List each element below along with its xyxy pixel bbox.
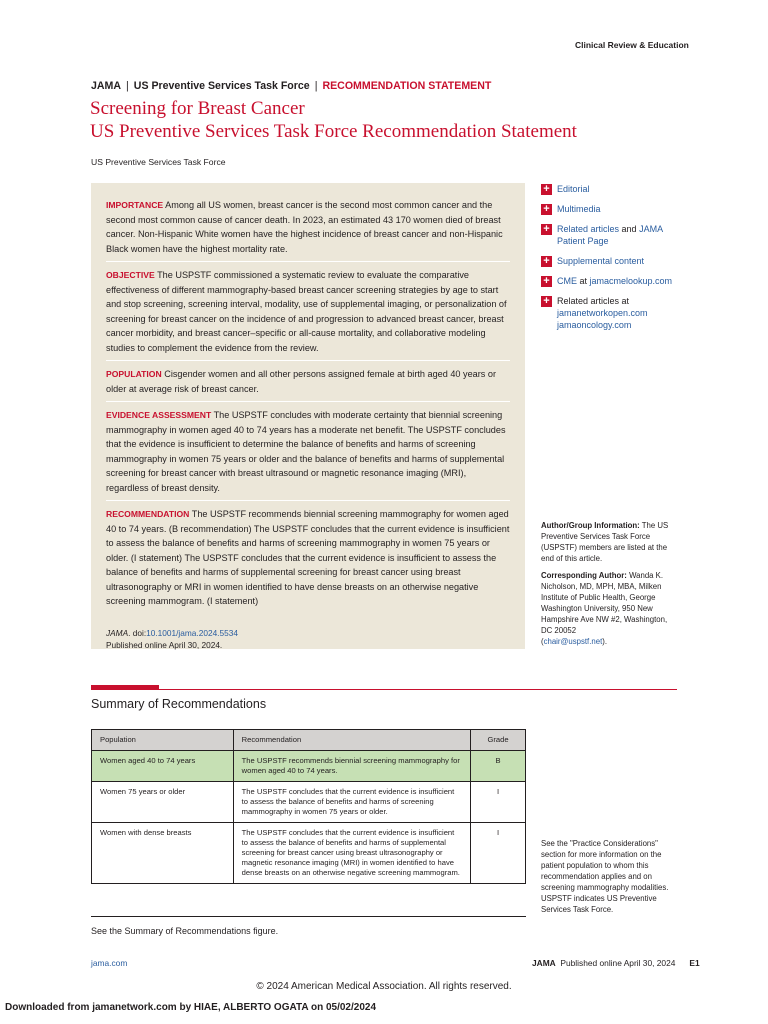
related-external <box>541 295 681 331</box>
article-title: Screening for Breast Cancer <box>90 98 305 119</box>
cite-doi-prefix: . doi: <box>128 627 147 638</box>
abstract-population <box>106 367 510 396</box>
related-articles[interactable] <box>541 223 681 247</box>
importance-label: IMPORTANCE <box>106 200 164 210</box>
abstract-objective <box>106 268 510 355</box>
email-close: ). <box>602 637 607 646</box>
related-multimedia[interactable] <box>541 203 681 215</box>
row-recommendation: The USPSTF concludes that the current evidence is insufficient to assess the balance of benefits and harms of screening mammography in women 75 years or older. <box>233 782 470 823</box>
copyright: © 2024 American Medical Association. All rights reserved. <box>256 981 512 992</box>
citation <box>106 627 510 651</box>
kicker-org: US Preventive Services Task Force <box>133 80 310 92</box>
row-population: Women 75 years or older <box>92 782 234 823</box>
plus-icon: + <box>541 204 552 215</box>
related-editorial[interactable] <box>541 183 681 195</box>
abstract-box <box>91 183 525 649</box>
related-at-text: Related articles at <box>557 296 630 306</box>
plus-icon: + <box>541 256 552 267</box>
row-recommendation: The USPSTF concludes that the current evidence is insufficient to assess the balance of benefits and harms of supplemental screening for breast cancer using breast ultrasonography or magnetic resonance imaging (MRI) in women identified to have dense breasts on an otherwise negative screening mammogram. <box>233 823 470 884</box>
article-kicker: JAMA | US Preventive Services Task Force | RECOMMENDATION STATEMENT <box>91 80 492 92</box>
table-header-row <box>92 730 526 751</box>
objective-text: The USPSTF commissioned a systematic review to evaluate the comparative effectiveness of different mammography-based breast cancer screening strategies by age to start and stop screening, screening interval, modality, use of supplemental imaging, or personalization of screening for breast cancer on the incidence of and progression to advanced breast cancer, breast cancer morbidity, and breast cancer–specific or all-cause mortality, and collaborative modeling studies to complement the evidence from the review. <box>106 270 507 353</box>
email-link[interactable]: chair@uspstf.net <box>543 637 603 646</box>
author-info-label: Author/Group Information: <box>541 521 640 530</box>
plus-icon: + <box>541 296 552 307</box>
plus-icon: + <box>541 276 552 287</box>
figure-note: See the Summary of Recommendations figure. <box>91 926 279 936</box>
related-links <box>541 183 681 339</box>
abstract-evidence <box>106 408 510 495</box>
cme-url-link[interactable]: jamacmelookup.com <box>589 276 673 286</box>
footer-info <box>532 958 700 968</box>
row-recommendation: The USPSTF recommends biennial screening mammography for women aged 40 to 74 years. <box>233 751 470 782</box>
author-info-text: The US Preventive Services Task Force (USPSTF) members are listed at the end of this article. <box>541 521 669 563</box>
jamanetworkopen-link[interactable]: jamanetworkopen.com <box>557 308 648 318</box>
plus-icon: + <box>541 184 552 195</box>
table-row <box>92 782 526 823</box>
article-subtitle: US Preventive Services Task Force Recommendation Statement <box>90 121 577 142</box>
col-recommendation: Recommendation <box>233 730 470 751</box>
article-authors: US Preventive Services Task Force <box>91 157 226 167</box>
jamaoncology-link[interactable]: jamaoncology.com <box>557 320 632 330</box>
corr-text: Wanda K. Nicholson, MD, MPH, MBA, Milken Institute of Public Health, George Washington University, 950 New Hampshire Ave NW #2, Washington, DC 20052 <box>541 571 668 635</box>
row-population: Women with dense breasts <box>92 823 234 884</box>
evidence-label: EVIDENCE ASSESSMENT <box>106 410 212 420</box>
email-open: ( <box>541 637 544 646</box>
kicker-type: RECOMMENDATION STATEMENT <box>322 80 492 92</box>
footer-page: E1 <box>689 958 700 968</box>
objective-label: OBJECTIVE <box>106 270 155 280</box>
related-cme[interactable] <box>541 275 681 287</box>
section-rule <box>91 689 677 690</box>
table-row <box>92 751 526 782</box>
multimedia-link[interactable]: Multimedia <box>557 204 601 214</box>
row-grade: B <box>471 751 526 782</box>
row-grade: I <box>471 823 526 884</box>
corr-label: Corresponding Author: <box>541 571 627 580</box>
table-bottom-rule <box>91 916 526 917</box>
table-side-note: See the "Practice Considerations" section for more information on the patient population to whom this recommendation applies and on screening mammography modalities. USPSTF indicates US Preventive Services Task Force. <box>541 839 669 914</box>
supplemental-link[interactable]: Supplemental content <box>557 256 645 266</box>
recommendations-table <box>91 729 526 884</box>
related-supplemental[interactable] <box>541 255 681 267</box>
summary-title: Summary of Recommendations <box>91 697 267 711</box>
row-population: Women aged 40 to 74 years <box>92 751 234 782</box>
plus-icon: + <box>541 224 552 235</box>
population-label: POPULATION <box>106 369 162 379</box>
importance-text: Among all US women, breast cancer is the second most common cancer and the second most common cause of cancer death. In 2023, an estimated 43 170 women died of breast cancer. Non-Hispanic White women have the highest incidence of breast cancer and non-Hispanic Black women have the highest mortality rate. <box>106 200 503 254</box>
kicker-journal: JAMA <box>91 80 122 92</box>
download-stamp: Downloaded from jamanetwork.com by HIAE, ALBERTO OGATA on 05/02/2024 <box>5 1002 377 1013</box>
recommendation-label: RECOMMENDATION <box>106 509 190 519</box>
cite-journal: JAMA <box>106 627 129 638</box>
col-population: Population <box>92 730 234 751</box>
row-grade: I <box>471 782 526 823</box>
related-articles-link[interactable]: Related articles <box>557 224 620 234</box>
footer-site-link[interactable]: jama.com <box>91 958 128 968</box>
cite-published: Published online April 30, 2024. <box>106 639 223 650</box>
editorial-link[interactable]: Editorial <box>557 184 590 194</box>
abstract-importance <box>106 198 510 256</box>
abstract-recommendation <box>106 507 510 609</box>
footer-published: Published online April 30, 2024 <box>560 958 676 968</box>
author-info <box>541 520 678 653</box>
table-row <box>92 823 526 884</box>
population-text: Cisgender women and all other persons assigned female at birth aged 40 years or older at average risk of breast cancer. <box>106 369 496 394</box>
doi-link[interactable]: 10.1001/jama.2024.5534 <box>146 627 238 638</box>
evidence-text: The USPSTF concludes with moderate certainty that biennial screening mammography in women aged 40 to 74 years has a moderate net benefit. The USPSTF concludes that the evidence is insufficient to determine the balance of benefits and harms of screening mammography in women 75 years or older and the balance of benefits and harms of supplemental screening for breast cancer with breast ultrasound or magnetic resonance imaging (MRI), regardless of breast density. <box>106 410 506 493</box>
col-grade: Grade <box>471 730 526 751</box>
and-text: and <box>619 224 640 234</box>
section-tag: Clinical Review & Education <box>575 40 689 50</box>
at-text: at <box>577 276 590 286</box>
patient-page-link[interactable]: JAMA Patient Page <box>557 224 663 246</box>
cme-link[interactable]: CME <box>557 276 577 286</box>
footer-journal: JAMA <box>532 958 556 968</box>
recommendation-text: The USPSTF recommends biennial screening mammography for women aged 40 to 74 years. (B recommendation) The USPSTF concludes that the current evidence is insufficient to assess the balance of benefits and harms of screening mammography in women 75 years or older. (I statement) The USPSTF concludes that the current evidence is insufficient to assess the balance of benefits and harms of supplemental screening for breast cancer using breast ultrasonography or MRI in women identified to have dense breasts on an otherwise negative screening mammogram. (I statement) <box>106 509 510 606</box>
